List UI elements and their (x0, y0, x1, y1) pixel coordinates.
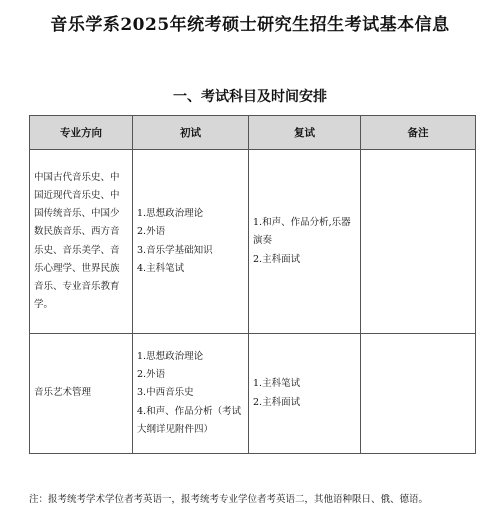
header-retest: 复试 (249, 116, 361, 150)
remark-cell (361, 150, 476, 334)
section-title: 一、考试科目及时间安排 (173, 89, 327, 105)
retest-cell (249, 334, 361, 454)
subject-item: 2.主科面试 (253, 253, 301, 265)
initial-exam-cell (133, 150, 249, 334)
header-direction: 专业方向 (30, 116, 133, 150)
subject-item: 2.外语 (137, 226, 166, 238)
table-row (30, 150, 476, 334)
subject-item: 1.思想政治理论 (137, 351, 204, 363)
header-remark: 备注 (361, 116, 476, 150)
retest-cell (249, 150, 361, 334)
footnote: 注：报考统考学术学位者考英语一，报考统考专业学位者考英语二，其他语种限日、俄、德语。 (29, 494, 429, 505)
exam-schedule-table (29, 115, 476, 454)
direction-cell: 中国古代音乐史、中国近现代音乐史、中国传统音乐、中国少数民族音乐、西方音乐史、音乐美学、音乐心理学、世界民族音乐、专业音乐教育学。 (30, 150, 133, 334)
subject-item: 3.音乐学基础知识 (137, 244, 213, 256)
subject-item: 1.和声、作品分析,乐器演奏 (253, 217, 351, 247)
table-header-row (30, 116, 476, 150)
subject-item: 2.主科面试 (253, 396, 301, 408)
subject-item: 3.中西音乐史 (137, 387, 194, 399)
subject-item: 4.主科笔试 (137, 262, 185, 274)
subject-item: 1.思想政治理论 (137, 208, 204, 220)
header-initial-exam: 初试 (133, 116, 249, 150)
subject-item: 4.和声、作品分析（考试大纲详见附件四） (137, 405, 242, 435)
subject-item: 1.主科笔试 (253, 378, 301, 390)
table-row (30, 334, 476, 454)
initial-exam-cell (133, 334, 249, 454)
subject-item: 2.外语 (137, 369, 166, 381)
remark-cell (361, 334, 476, 454)
direction-cell: 音乐艺术管理 (30, 334, 133, 454)
page-title: 音乐学系2025年统考硕士研究生招生考试基本信息 (50, 15, 450, 35)
